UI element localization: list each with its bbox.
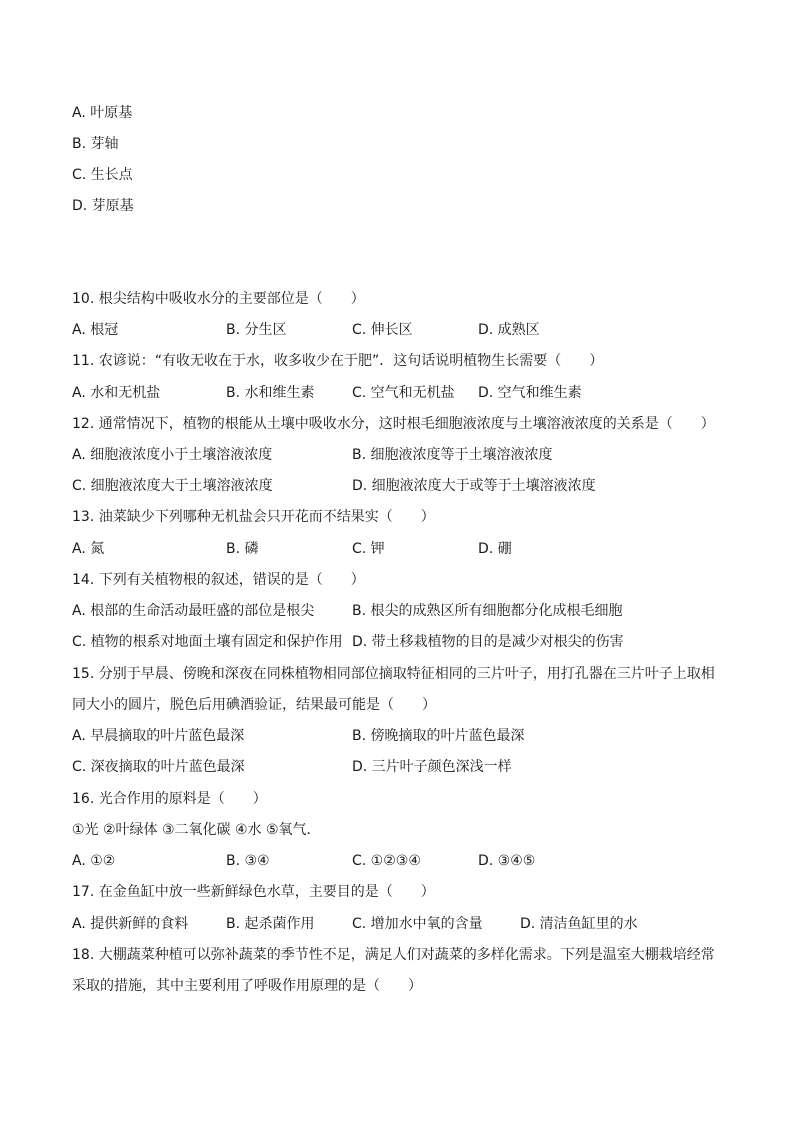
q10-option-d: D. 成熟区 — [478, 322, 540, 338]
q10-stem: 10. 根尖结构中吸收水分的主要部位是（ ） — [72, 291, 365, 307]
q9-option-d: D. 芽原基 — [72, 198, 134, 214]
q13-option-c: C. 钾 — [352, 541, 385, 557]
q11-option-a: A. 水和无机盐 — [72, 385, 161, 401]
q13-stem: 13. 油菜缺少下列哪种无机盐会只开花而不结果实（ ） — [72, 509, 435, 525]
q10-option-a: A. 根冠 — [72, 322, 119, 338]
q10-option-c: C. 伸长区 — [352, 322, 413, 338]
q13-option-d: D. 硼 — [478, 541, 512, 557]
q12-option-d: D. 细胞液浓度大于或等于土壤溶液浓度 — [352, 478, 596, 494]
q15-option-d: D. 三片叶子颜色深浅一样 — [352, 759, 512, 775]
q9-option-a: A. 叶原基 — [72, 105, 133, 121]
q15-option-b: B. 傍晚摘取的叶片蓝色最深 — [352, 728, 525, 744]
q12-option-c: C. 细胞液浓度大于土壤溶液浓度 — [72, 478, 273, 494]
q15-stem-line1: 15. 分别于早晨、傍晚和深夜在同株植物相同部位摘取特征相同的三片叶子，用打孔器在三片叶子上取相 — [72, 666, 715, 682]
q11-stem: 11. 农谚说：“有收无收在于水，收多收少在于肥”．这句话说明植物生长需要（ ） — [72, 353, 604, 369]
q10-option-b: B. 分生区 — [226, 322, 287, 338]
q12-option-a: A. 细胞液浓度小于土壤溶液浓度 — [72, 447, 273, 463]
q12-option-b: B. 细胞液浓度等于土壤溶液浓度 — [352, 447, 553, 463]
q17-option-c: C. 增加水中氧的含量 — [352, 916, 483, 932]
q17-option-d: D. 清洁鱼缸里的水 — [520, 916, 638, 932]
q9-option-b: B. 芽轴 — [72, 136, 119, 152]
q13-option-a: A. 氮 — [72, 541, 105, 557]
q9-option-c: C. 生长点 — [72, 167, 133, 183]
q15-option-c: C. 深夜摘取的叶片蓝色最深 — [72, 759, 245, 775]
q17-option-a: A. 提供新鲜的食料 — [72, 916, 189, 932]
q11-option-c: C. 空气和无机盐 — [352, 385, 455, 401]
q18-stem-line2: 采取的措施，其中主要利用了呼吸作用原理的是（ ） — [72, 978, 422, 994]
q17-option-b: B. 起杀菌作用 — [226, 916, 315, 932]
q18-stem-line1: 18. 大棚蔬菜种植可以弥补蔬菜的季节性不足，满足人们对蔬菜的多样化需求。下列是温室大棚栽培经常 — [72, 947, 715, 963]
q13-option-b: B. 磷 — [226, 541, 259, 557]
q14-option-b: B. 根尖的成熟区所有细胞都分化成根毛细胞 — [352, 603, 623, 619]
q14-option-a: A. 根部的生命活动最旺盛的部位是根尖 — [72, 603, 315, 619]
q16-stem: 16. 光合作用的原料是（ ） — [72, 791, 267, 807]
q16-option-a: A. ①② — [72, 853, 116, 869]
q14-option-d: D. 带土移栽植物的目的是减少对根尖的伤害 — [352, 634, 624, 650]
q17-stem: 17. 在金鱼缸中放一些新鲜绿色水草，主要目的是（ ） — [72, 884, 435, 900]
q15-stem-line2: 同大小的圆片，脱色后用碘酒验证，结果最可能是（ ） — [72, 697, 436, 713]
q11-option-d: D. 空气和维生素 — [478, 385, 582, 401]
q16-option-b: B. ③④ — [226, 853, 270, 869]
q16-option-c: C. ①②③④ — [352, 853, 421, 869]
q12-stem: 12. 通常情况下，植物的根能从土壤中吸收水分，这时根毛细胞液浓度与土壤溶液浓度的关系是（ ） — [72, 416, 715, 432]
q11-option-b: B. 水和维生素 — [226, 385, 315, 401]
q15-option-a: A. 早晨摘取的叶片蓝色最深 — [72, 728, 245, 744]
q14-stem: 14. 下列有关植物根的叙述，错误的是（ ） — [72, 572, 365, 588]
q14-option-c: C. 植物的根系对地面土壤有固定和保护作用 — [72, 634, 343, 650]
q16-items: ①光 ②叶绿体 ③二氧化碳 ④水 ⑤氧气． — [72, 822, 321, 838]
q16-option-d: D. ③④⑤ — [478, 853, 536, 869]
